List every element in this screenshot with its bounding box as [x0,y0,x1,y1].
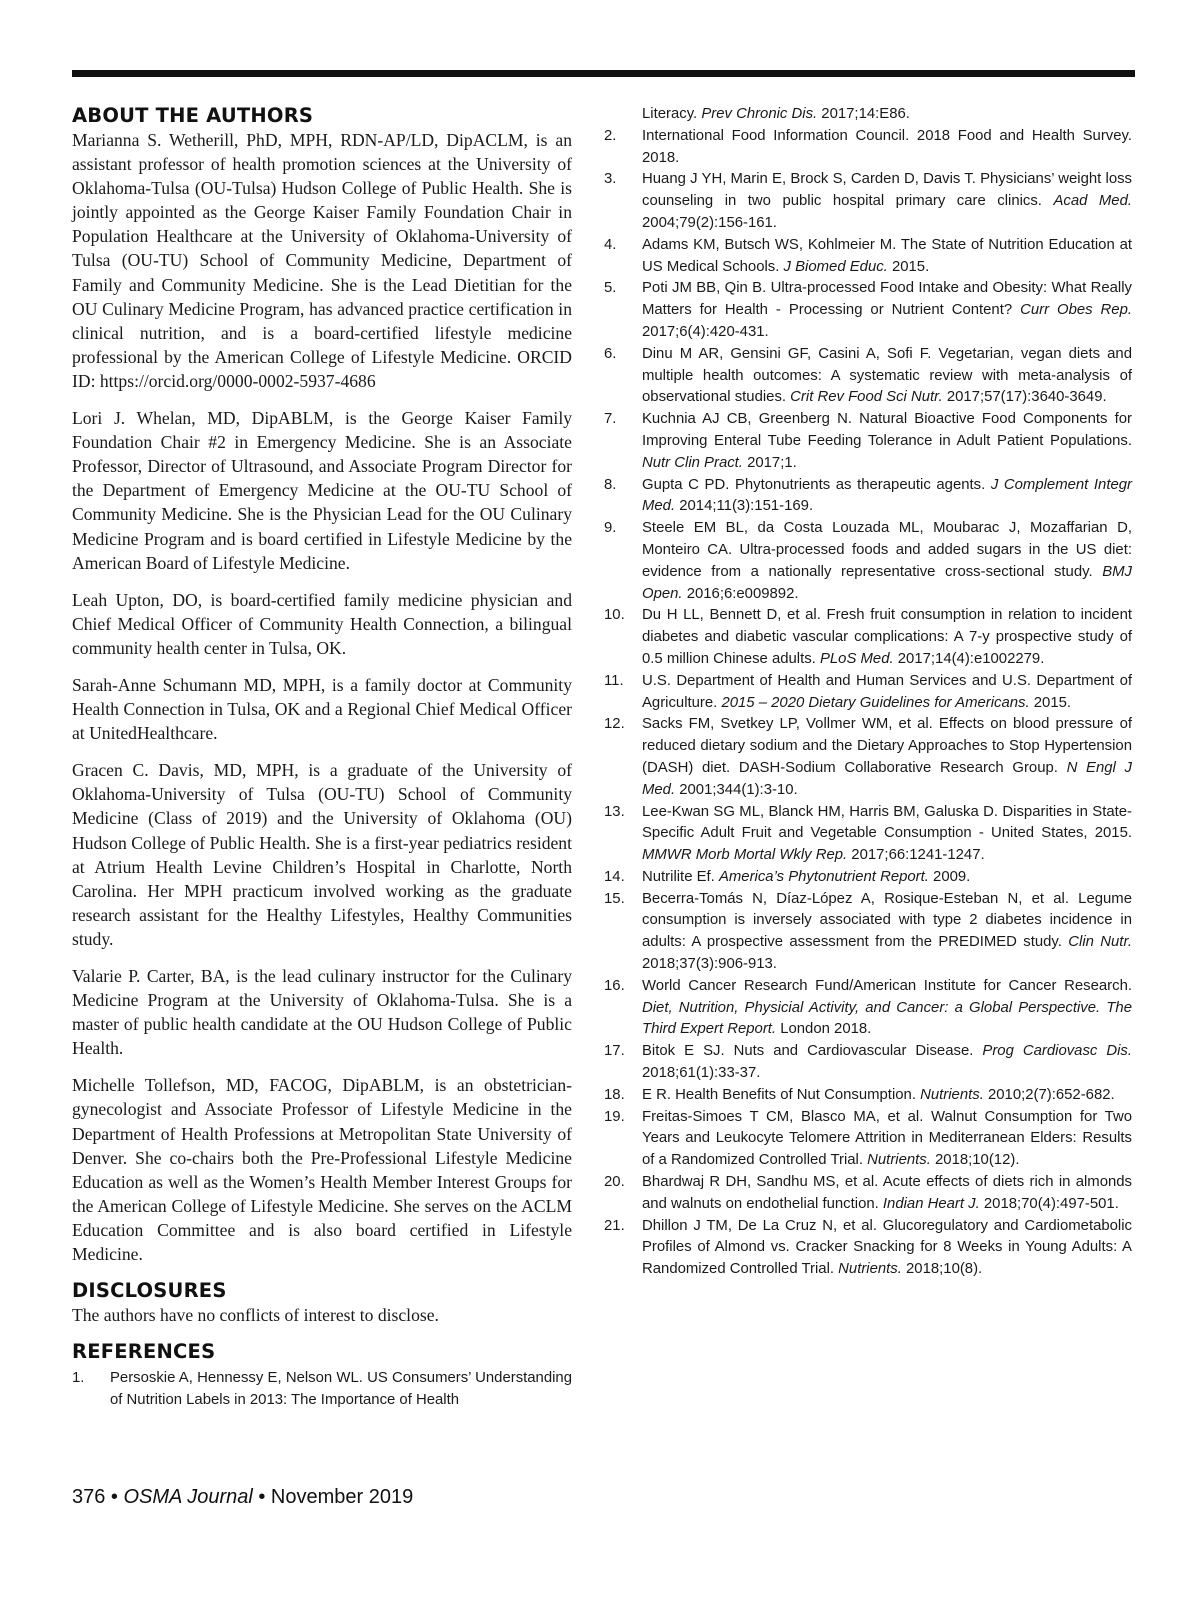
reference-item [604,802,1132,867]
reference-text: International Food Information Council. 2018 Food and Health Survey. 2018. [642,127,1132,166]
disclosures-heading: DISCLOSURES [72,1279,227,1303]
reference-item [604,671,1132,715]
bio-paragraph: Sarah-Anne Schumann MD, MPH, is a family doctor at Community Health Connection in Tulsa, OK and a Regional Chief Medical Officer at UnitedHealthcare. [72,674,572,744]
disclosures-text: The authors have no conflicts of interest to disclose. [72,1305,439,1326]
bio-paragraph: Marianna S. Wetherill, PhD, MPH, RDN-AP/LD, DipACLM, is an assistant professor of health promotion sciences at the University of Oklahoma-Tulsa (OU-Tulsa) Hudson College of Public Health. She is jointly appointed as the George Kaiser Family Foundation Chair in Population Healthcare at the University of Oklahoma-University of Tulsa (OU-TU) School of Community Medicine, Department of Family and Community Medicine. She is the Lead Dietitian for the OU Culinary Medicine Program, has advanced practice certification in clinical nutrition, and is a board-certified lifestyle medicine professional by the American College of Lifestyle Medicine. ORCID ID: https://orcid.org/0000-0002-5937-4686 [72,130,572,391]
reference-text: Gupta C PD. Phytonutrients as therapeutic agents. J Complement Integr Med. 2014;11(3):151-169. [642,476,1132,515]
reference-text: Dhillon J TM, De La Cruz N, et al. Glucoregulatory and Cardiometabolic Profiles of Almond vs. Cracker Snacking for 8 Weeks in Young Adults: A Randomized Controlled Trial. Nutrients. 2018;10(8). [642,1217,1132,1278]
reference-number: 4. [604,236,617,253]
reference-number: 18. [604,1086,625,1103]
reference-item [604,169,1132,234]
reference-number: 17. [604,1043,625,1060]
reference-item [604,1216,1132,1281]
reference-text: Huang J YH, Marin E, Brock S, Carden D, Davis T. Physicians’ weight loss counseling in two public hospital primary care clinics. Acad Med. 2004;79(2):156-161. [642,171,1132,231]
reference-number: 19. [604,1108,625,1125]
reference-item [604,409,1132,474]
reference-number: 5. [604,280,617,297]
reference-text: U.S. Department of Health and Human Services and U.S. Department of Agriculture. 2015 – 2020 Dietary Guidelines for Americans. 2015. [642,672,1132,711]
reference-text: Bhardwaj R DH, Sandhu MS, et al. Acute effects of diets rich in almonds and walnuts on endothelial function. Indian Heart J. 2018;70(4):497-501. [642,1174,1132,1212]
reference-number: 7. [604,411,617,428]
bio-paragraph: Gracen C. Davis, MD, MPH, is a graduate of the University of Oklahoma-University of Tulsa (OU-TU) School of Community Medicine (Class of 2019) and the University of Oklahoma (OU) Hudson College of Public Health. She is a first-year pediatrics resident at Atrium Health Levine Children’s Hospital in Charlotte, North Carolina. Her MPH practicum involved working as the graduate research assistant for the Healthy Lifestyles, Healthy Communities study. [72,760,572,949]
reference-text: Nutrilite Ef. America’s Phytonutrient Report. 2009. [642,868,971,885]
reference-text: Kuchnia AJ CB, Greenberg N. Natural Bioactive Food Components for Improving Enteral Tube Feeding Tolerance in Adult Patient Populations. Nutr Clin Pract. 2017;1. [642,411,1132,471]
reference-item [604,714,1132,801]
reference-item [604,235,1132,279]
bio-paragraph: Lori J. Whelan, MD, DipABLM, is the George Kaiser Family Foundation Chair #2 in Emergency Medicine. She is an Associate Professor, Director of Ultrasound, and Associate Program Director for the Department of Emergency Medicine at the OU-TU School of Community Medicine. She is the Physician Lead for the OU Culinary Medicine Program and is board certified in Lifestyle Medicine by the American Board of Lifestyle Medicine. [72,408,572,573]
reference-number: 13. [604,803,625,820]
reference-list-right [604,126,1132,1281]
reference-text: Lee-Kwan SG ML, Blanck HM, Harris BM, Galuska D. Disparities in State-Specific Adult Fruit and Vegetable Consumption - United States, 2015. MMWR Morb Mortal Wkly Rep. 2017;66:1241-1247. [642,803,1132,864]
reference-text: E R. Health Benefits of Nut Consumption. Nutrients. 2010;2(7):652-682. [642,1086,1115,1103]
reference-item [604,126,1132,170]
bio-paragraph: Michelle Tollefson, MD, FACOG, DipABLM, is an obstetrician-gynecologist and Associate Professor of Lifestyle Medicine in the Department of Health Professions at Metropolitan State University of Denver. She co-chairs both the Pre-Professional Lifestyle Medicine Education as well as the Women’s Health Member Interest Groups for the American College of Lifestyle Medicine. She serves on the ACLM Education Committee and is also board certified in Lifestyle Medicine. [72,1075,572,1265]
reference-text: Becerra-Tomás N, Díaz-López A, Rosique-Esteban N, et al. Legume consumption is inversely associated with type 2 diabetes incidence in adults: A prospective assessment from the PREDIMED study. Clin Nutr. 2018;37(3):906-913. [642,890,1132,973]
reference-item [604,344,1132,409]
reference-text: Adams KM, Butsch WS, Kohlmeier M. The State of Nutrition Education at US Medical Schools. J Biomed Educ. 2015. [642,236,1132,275]
reference-item [604,1041,1132,1085]
reference-text: Freitas-Simoes T CM, Blasco MA, et al. Walnut Consumption for Two Years and Leukocyte Telomere Attrition in Mediterranean Elders: Results of a Randomized Controlled Trial. Nutrients. 2018;10(12). [642,1108,1132,1169]
reference-text: Poti JM BB, Qin B. Ultra-processed Food Intake and Obesity: What Really Matters for Health - Processing or Nutrient Content? Curr Obes Rep. 2017;6(4):420-431. [642,280,1132,340]
references-heading: REFERENCES [72,1340,216,1364]
about-heading: ABOUT THE AUTHORS [72,104,314,127]
reference-item [604,1085,1132,1107]
reference-number: 6. [604,345,617,362]
reference-number: 16. [604,977,625,994]
reference-item [604,1107,1132,1172]
reference-number: 20. [604,1174,625,1191]
reference-item [604,475,1132,519]
reference-item [604,1172,1132,1216]
reference-number: 15. [604,890,625,907]
reference-text: World Cancer Research Fund/American Institute for Cancer Research. Diet, Nutrition, Physicial Activity, and Cancer: a Global Perspective. The Third Expert Report. London 2018. [642,977,1132,1038]
reference-continuation: Literacy. Prev Chronic Dis. 2017;14:E86. [642,106,910,122]
reference-text: Persoskie A, Hennessy E, Nelson WL. US Consumers’ Understanding of Nutrition Labels in 2013: The Importance of Health [110,1370,572,1409]
bio-paragraph: Valarie P. Carter, BA, is the lead culinary instructor for the Culinary Medicine Program at the University of Oklahoma-Tulsa. She is a master of public health candidate at the OU Hudson College of Public Health. [72,966,572,1059]
reference-number: 3. [604,171,617,188]
reference-item [604,889,1132,976]
reference-number: 1. [72,1370,85,1387]
reference-text: Dinu M AR, Gensini GF, Casini A, Sofi F. Vegetarian, vegan diets and multiple health outcomes: A systematic review with meta-analysis of observational studies. Crit Rev Food Sci Nutr. 2017;57(17):3640-3649. [642,345,1132,406]
reference-number: 2. [604,127,617,144]
journal-name: OSMA Journal [123,1486,253,1508]
reference-number: 10. [604,607,625,624]
bio-paragraph: Leah Upton, DO, is board-certified family medicine physician and Chief Medical Officer of Community Health Connection, a bilingual community health center in Tulsa, OK. [72,589,572,658]
reference-item [604,867,1132,889]
issue-date: • November 2019 [252,1486,414,1508]
reference-number: 8. [604,476,617,493]
reference-item [604,278,1132,343]
reference-number: 12. [604,716,625,733]
reference-number: 21. [604,1217,625,1234]
reference-item [604,976,1132,1041]
reference-text: Steele EM BL, da Costa Louzada ML, Moubarac J, Mozaffarian D, Monteiro CA. Ultra-processed foods and added sugars in the US diet: evidence from a nationally representative cross-sectional study. BMJ Open. 2016;6:e009892. [642,520,1132,602]
page-number: 376 • [72,1486,124,1508]
reference-item [604,518,1132,605]
reference-text: Sacks FM, Svetkey LP, Vollmer WM, et al. Effects on blood pressure of reduced dietary sodium and the Dietary Approaches to Stop Hypertension (DASH) diet. DASH-Sodium Collaborative Research Group. N Engl J Med. 2001;344(1):3-10. [642,716,1133,798]
reference-number: 9. [604,520,617,537]
reference-text: Du H LL, Bennett D, et al. Fresh fruit consumption in relation to incident diabetes and diabetic vascular complications: A 7-y prospective study of 0.5 million Chinese adults. PLoS Med. 2017;14(4):e1002279. [642,607,1132,667]
reference-number: 11. [604,672,624,689]
left-column [72,104,572,1412]
reference-text: Bitok E SJ. Nuts and Cardiovascular Disease. Prog Cardiovasc Dis. 2018;61(1):33-37. [642,1043,1133,1082]
page-footer [72,1486,413,1509]
right-column [604,104,1132,1281]
reference-item [72,1368,572,1412]
reference-item [604,605,1132,670]
reference-number: 14. [604,868,625,885]
reference-list-left [72,1368,572,1412]
top-rule [72,70,1135,77]
